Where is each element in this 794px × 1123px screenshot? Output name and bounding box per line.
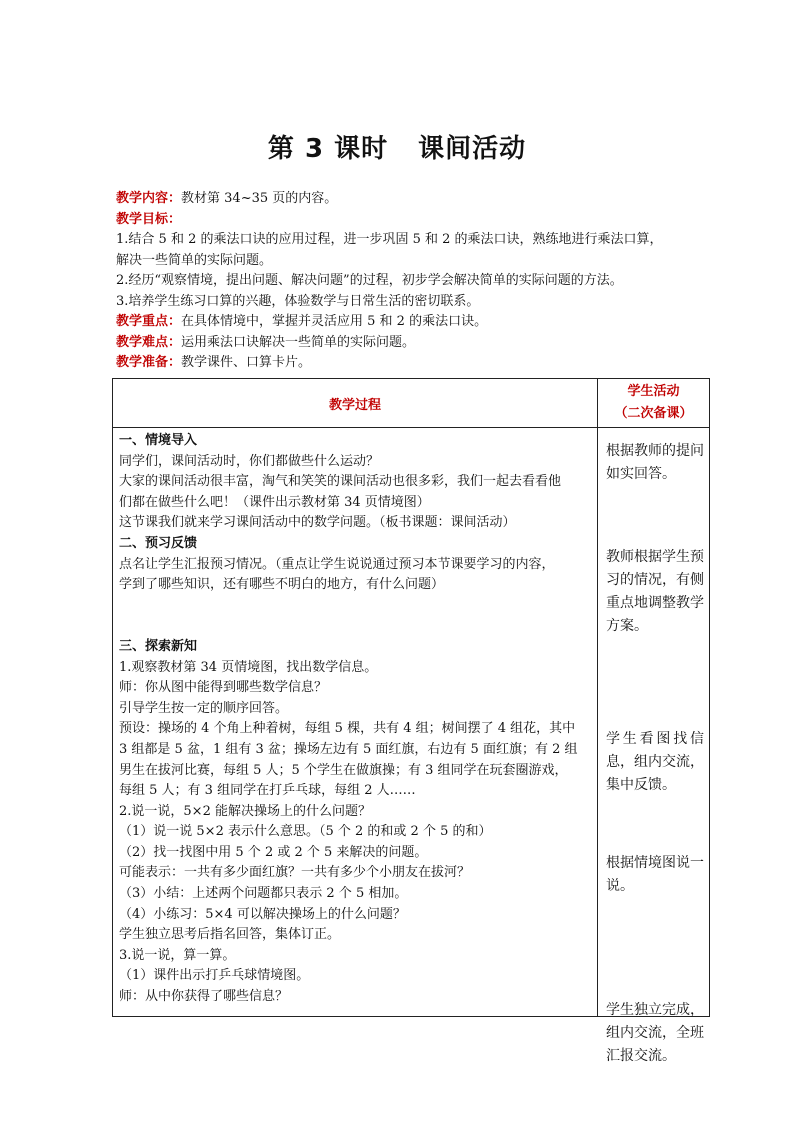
meta-key [116,312,716,333]
process-line: 点名让学生汇报预习情况。（重点让学生说说通过预习本节课要学习的内容， [119,556,555,572]
meta-key-label: 教学重点： [116,314,182,329]
process-line [119,596,593,617]
process-line: 同学们，课间活动时，你们都做些什么运动？ [119,453,380,469]
meta-difficulty-label: 教学难点： [116,334,182,350]
meta-content-text: 教材第 34~35 页的内容。 [181,191,338,206]
process-line: 可能表示：一共有多少面红旗？一共有多少个小朋友在拔河？ [119,865,471,881]
lesson-plan-table [112,378,710,1064]
title-topic: 课间活动 [418,134,527,164]
process-line: 学到了哪些知识，还有哪些不明白的地方，有什么问题） [119,577,445,593]
meta-prep-text: 教学课件、口算卡片。 [181,355,312,370]
header-student-activity [598,379,710,428]
title-lesson: 第 3 课时 [267,134,389,164]
side-note: 根据教师的提问如实回答。 [606,443,704,482]
meta-goals [116,210,716,231]
meta-goal-item: 3.培养学生练习口算的兴趣，体验数学与日常生活的密切联系。 [116,293,480,309]
meta-content-label: 教学内容： [116,191,182,206]
side-note: 根据情境图说一说。 [606,855,704,894]
meta-prep-label: 教学准备： [116,355,182,370]
process-line: 这节课我们就来学习课间活动中的数学问题。（板书课题：课间活动） [119,515,516,531]
meta-key-text: 在具体情境中，掌握并灵活应用 5 和 2 的乘法口诀。 [181,314,488,329]
process-section-heading: 三、探索新知 [119,638,198,654]
meta-prep [116,353,716,374]
process-line: 3.说一说，算一算。 [119,947,236,963]
process-line: 引导学生按一定的顺序回答。 [119,700,289,716]
process-line: （4）小练习：5×4 可以解决操场上的什么问题？ [119,906,406,922]
student-activity-cell [598,428,710,1064]
header-side-line: （二次备课） [614,406,693,421]
lesson-meta [116,189,716,374]
process-line: （3）小结：上述两个问题都只表示 2 个 5 相加。 [119,886,408,902]
page-title [0,128,794,165]
table-header-row [113,379,710,428]
meta-goal-item: 1.结合 5 和 2 的乘法口诀的应用过程，进一步巩固 5 和 2 的乘法口诀，熟练地进行乘法口算， [116,232,663,247]
meta-difficulty-text: 运用乘法口诀解决一些简单的实际问题。 [181,334,416,350]
teaching-process-cell [113,428,598,1017]
process-lines [119,431,593,1008]
process-line: 2.说一说，5×2 能解决操场上的什么问题？ [119,803,371,819]
process-line: 大家的课间活动很丰富，淘气和笑笑的课间活动也很多彩，我们一起去看看他 [119,474,562,490]
side-note: 学生看图找信息，组内交流，集中反馈。 [606,731,704,793]
process-line: 学生独立思考后指名回答，集体订正。 [119,927,341,943]
table-body-row [113,428,710,1017]
process-line: （1）说一说 5×2 表示什么意思。（5 个 2 的和或 2 个 5 的和） [119,824,492,840]
process-line: 预设：操场的 4 个角上种着树，每组 5 棵，共有 4 组；树间摆了 4 组花，其中 [119,721,576,737]
process-line: 师：从中你获得了哪些信息？ [119,989,289,1005]
process-line: 们都在做些什么吧！（课件出示教材第 34 页情境图） [119,494,430,510]
process-line: （2）找一找图中用 5 个 2 或 2 个 5 来解决的问题。 [119,844,428,860]
process-section-heading: 一、情境导入 [119,433,198,448]
side-note: 学生独立完成，组内交流，全班汇报交流。 [606,1002,704,1064]
process-line: （1）课件出示打乒乓球情境图。 [119,968,310,984]
process-line: 师：你从图中能得到哪些数学信息？ [119,680,328,696]
meta-difficulty [116,333,716,354]
process-line: 1.观察教材第 34 页情境图，找出数学信息。 [119,659,378,675]
meta-goal-item: 解决一些简单的实际问题。 [116,252,273,268]
meta-goal-item: 2.经历“观察情境，提出问题、解决问题”的过程，初步学会解决简单的实际问题的方法。 [116,273,623,288]
header-side-line: 学生活动 [627,384,680,399]
header-teaching-process: 教学过程 [113,379,598,428]
meta-content [116,189,716,210]
meta-goals-label: 教学目标： [116,211,182,227]
process-line [119,616,593,637]
side-note: 教师根据学生预习的情况，有侧重点地调整教学方案。 [606,549,704,634]
process-section-heading: 二、预习反馈 [119,535,198,551]
process-line: 男生在拔河比赛，每组 5 人；5 个学生在做旗操；有 3 组同学在玩套圈游戏， [119,762,568,778]
process-line: 3 组都是 5 盆，1 组有 3 盆；操场左边有 5 面红旗，右边有 5 面红旗；有 2 组 [119,741,578,757]
process-line: 每组 5 人；有 3 组同学在打乒乓球，每组 2 人…… [119,783,416,799]
